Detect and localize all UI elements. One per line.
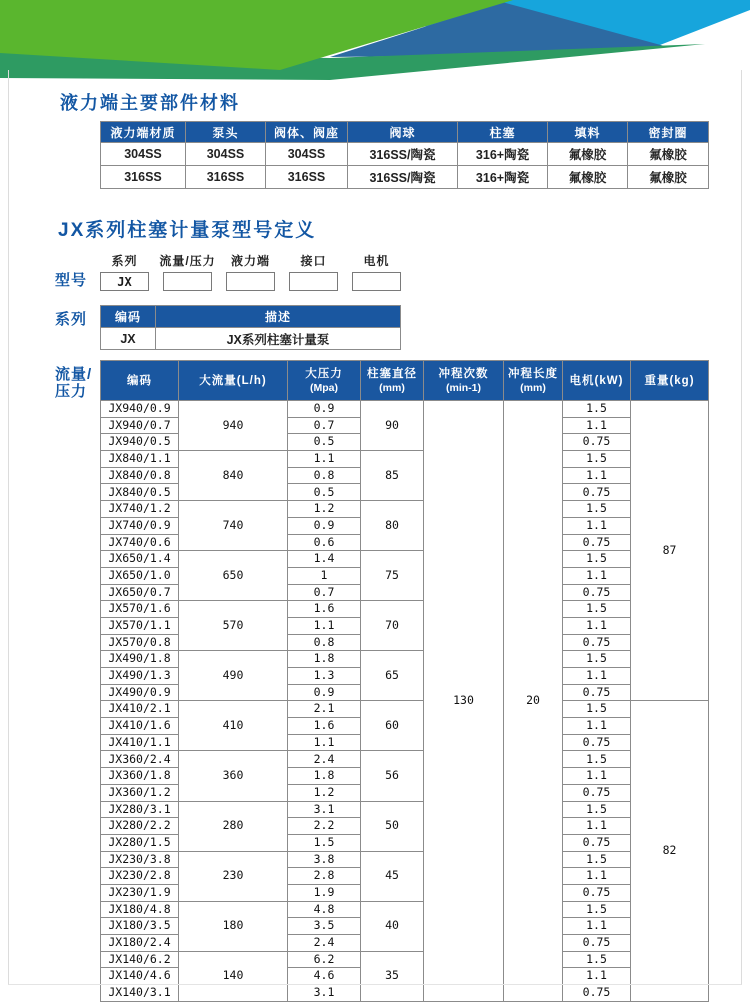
plunger-diameter-cell: 70	[361, 601, 424, 651]
flow-pressure-row	[55, 360, 750, 1002]
column-header: 填料	[548, 122, 628, 143]
model-field-label: 流量/压力	[159, 254, 216, 268]
pump-code-cell: JX490/0.9	[101, 684, 179, 701]
column-header: 重量(kg)	[631, 361, 709, 401]
motor-power-cell: 1.5	[563, 601, 631, 618]
max-flow-cell: 230	[179, 851, 288, 901]
max-pressure-cell: 4.6	[288, 968, 361, 985]
max-pressure-cell: 1.1	[288, 451, 361, 468]
table-cell: 氟橡胶	[548, 143, 628, 166]
column-header: 液力端材质	[101, 122, 186, 143]
pump-code-cell: JX840/0.8	[101, 467, 179, 484]
plunger-diameter-cell: 35	[361, 951, 424, 1001]
model-section-title: JX系列柱塞计量泵型号定义	[58, 220, 317, 241]
motor-power-cell: 0.75	[563, 534, 631, 551]
flow-pressure-label-line2: 压力	[55, 383, 88, 400]
column-header: 柱塞	[458, 122, 548, 143]
max-pressure-cell: 0.8	[288, 467, 361, 484]
pump-code-cell: JX230/1.9	[101, 884, 179, 901]
pump-code-cell: JX140/4.6	[101, 968, 179, 985]
table-row	[101, 651, 709, 668]
model-field	[159, 252, 216, 291]
pump-code-cell: JX840/1.1	[101, 451, 179, 468]
motor-power-cell: 1.5	[563, 801, 631, 818]
pump-code-cell: JX140/6.2	[101, 951, 179, 968]
motor-power-cell: 1.1	[563, 968, 631, 985]
max-pressure-cell: 0.6	[288, 534, 361, 551]
max-pressure-cell: 3.1	[288, 801, 361, 818]
motor-power-cell: 0.75	[563, 884, 631, 901]
motor-power-cell: 0.75	[563, 834, 631, 851]
plunger-diameter-cell: 80	[361, 501, 424, 551]
motor-power-cell: 1.5	[563, 551, 631, 568]
max-pressure-cell: 6.2	[288, 951, 361, 968]
weight-cell: 82	[631, 701, 709, 1001]
motor-power-cell: 0.75	[563, 634, 631, 651]
table-cell: JX系列柱塞计量泵	[156, 328, 401, 350]
max-flow-cell: 940	[179, 401, 288, 451]
model-code-row	[55, 252, 750, 291]
column-header: 编码	[101, 361, 179, 401]
pump-code-cell: JX180/3.5	[101, 918, 179, 935]
weight-cell: 87	[631, 401, 709, 701]
max-flow-cell: 180	[179, 901, 288, 951]
table-row	[101, 501, 709, 518]
pump-code-cell: JX570/1.1	[101, 617, 179, 634]
pump-code-cell: JX280/2.2	[101, 818, 179, 835]
pump-code-cell: JX650/1.0	[101, 567, 179, 584]
max-flow-cell: 740	[179, 501, 288, 551]
table-row	[101, 951, 709, 968]
max-pressure-cell: 1.6	[288, 718, 361, 735]
flow-pressure-table	[100, 360, 709, 1002]
pump-code-cell: JX360/1.2	[101, 784, 179, 801]
max-flow-cell: 280	[179, 801, 288, 851]
motor-power-cell: 0.75	[563, 985, 631, 1002]
table-cell: 氟橡胶	[548, 166, 628, 189]
column-header: 阀体、阀座	[266, 122, 348, 143]
model-fields	[100, 252, 401, 291]
motor-power-cell: 1.1	[563, 818, 631, 835]
table-row	[101, 401, 709, 418]
motor-power-cell: 1.5	[563, 851, 631, 868]
max-pressure-cell: 1.5	[288, 834, 361, 851]
motor-power-cell: 1.1	[563, 617, 631, 634]
plunger-diameter-cell: 50	[361, 801, 424, 851]
motor-power-cell: 0.75	[563, 484, 631, 501]
motor-power-cell: 1.5	[563, 651, 631, 668]
table-cell: 氟橡胶	[628, 143, 709, 166]
model-label: 型号	[55, 272, 88, 289]
table-row	[101, 851, 709, 868]
table-row	[101, 328, 401, 350]
model-field	[352, 252, 401, 291]
max-pressure-cell: 1	[288, 567, 361, 584]
table-cell: 316SS/陶瓷	[348, 143, 458, 166]
table-cell: 316SS/陶瓷	[348, 166, 458, 189]
motor-power-cell: 0.75	[563, 784, 631, 801]
motor-power-cell: 1.1	[563, 868, 631, 885]
table-row	[101, 901, 709, 918]
pump-code-cell: JX180/2.4	[101, 935, 179, 952]
motor-power-cell: 1.1	[563, 918, 631, 935]
pump-code-cell: JX840/0.5	[101, 484, 179, 501]
motor-power-cell: 1.5	[563, 451, 631, 468]
motor-power-cell: 1.5	[563, 401, 631, 418]
column-header: 编码	[101, 306, 156, 328]
pump-code-cell: JX490/1.8	[101, 651, 179, 668]
table-cell: JX	[101, 328, 156, 350]
table-cell: 316SS	[101, 166, 186, 189]
max-pressure-cell: 1.8	[288, 768, 361, 785]
table-cell: 316+陶瓷	[458, 166, 548, 189]
motor-power-cell: 1.1	[563, 567, 631, 584]
pump-code-cell: JX230/2.8	[101, 868, 179, 885]
pump-code-cell: JX280/3.1	[101, 801, 179, 818]
column-header: 柱塞直径 (mm)	[361, 361, 424, 401]
max-pressure-cell: 3.1	[288, 985, 361, 1002]
table-cell: 316SS	[266, 166, 348, 189]
max-pressure-cell: 0.9	[288, 401, 361, 418]
motor-power-cell: 1.1	[563, 718, 631, 735]
motor-power-cell: 0.75	[563, 684, 631, 701]
series-table	[100, 305, 401, 350]
motor-power-cell: 1.1	[563, 467, 631, 484]
flow-pressure-label	[55, 360, 100, 400]
max-pressure-cell: 2.4	[288, 935, 361, 952]
table-header-row	[101, 361, 709, 401]
motor-power-cell: 1.1	[563, 768, 631, 785]
max-pressure-cell: 2.1	[288, 701, 361, 718]
model-field	[100, 252, 149, 291]
pump-code-cell: JX940/0.7	[101, 417, 179, 434]
max-flow-cell: 140	[179, 951, 288, 1001]
table-header-row	[101, 122, 709, 143]
pump-code-cell: JX230/3.8	[101, 851, 179, 868]
plunger-diameter-cell: 45	[361, 851, 424, 901]
stroke-length-cell: 20	[504, 401, 563, 1002]
model-field-label: 系列	[111, 254, 138, 268]
max-pressure-cell: 0.9	[288, 517, 361, 534]
max-pressure-cell: 1.4	[288, 551, 361, 568]
max-pressure-cell: 4.8	[288, 901, 361, 918]
pump-code-cell: JX140/3.1	[101, 985, 179, 1002]
series-row	[55, 305, 750, 350]
plunger-diameter-cell: 40	[361, 901, 424, 951]
plunger-diameter-cell: 90	[361, 401, 424, 451]
page-banner	[0, 0, 750, 80]
max-pressure-cell: 1.8	[288, 651, 361, 668]
max-pressure-cell: 0.5	[288, 484, 361, 501]
table-row	[101, 751, 709, 768]
model-field-box	[163, 272, 212, 291]
column-header: 大压力 (Mpa)	[288, 361, 361, 401]
max-pressure-cell: 3.8	[288, 851, 361, 868]
motor-power-cell: 0.75	[563, 434, 631, 451]
max-pressure-cell: 0.9	[288, 684, 361, 701]
model-field	[289, 252, 338, 291]
table-cell: 304SS	[101, 143, 186, 166]
stroke-rate-cell: 130	[424, 401, 504, 1002]
motor-power-cell: 1.5	[563, 701, 631, 718]
table-row	[101, 601, 709, 618]
max-flow-cell: 840	[179, 451, 288, 501]
pump-code-cell: JX740/0.9	[101, 517, 179, 534]
table-row	[101, 551, 709, 568]
table-cell: 304SS	[186, 143, 266, 166]
column-header: 阀球	[348, 122, 458, 143]
max-pressure-cell: 1.2	[288, 501, 361, 518]
model-field	[226, 252, 275, 291]
max-pressure-cell: 0.5	[288, 434, 361, 451]
model-field-box	[352, 272, 401, 291]
column-header: 冲程长度 (mm)	[504, 361, 563, 401]
max-flow-cell: 490	[179, 651, 288, 701]
column-header: 冲程次数 (min-1)	[424, 361, 504, 401]
max-pressure-cell: 0.8	[288, 634, 361, 651]
model-field-label: 电机	[363, 254, 390, 268]
plunger-diameter-cell: 60	[361, 701, 424, 751]
max-pressure-cell: 2.8	[288, 868, 361, 885]
pump-code-cell: JX650/1.4	[101, 551, 179, 568]
table-cell: 304SS	[266, 143, 348, 166]
table-cell: 316SS	[186, 166, 266, 189]
motor-power-cell: 0.75	[563, 734, 631, 751]
motor-power-cell: 1.1	[563, 668, 631, 685]
table-row	[101, 701, 709, 718]
table-row	[101, 166, 709, 189]
table-row	[101, 143, 709, 166]
table-cell: 316+陶瓷	[458, 143, 548, 166]
plunger-diameter-cell: 56	[361, 751, 424, 801]
model-field-label: 液力端	[230, 254, 270, 268]
motor-power-cell: 1.1	[563, 417, 631, 434]
column-header: 密封圈	[628, 122, 709, 143]
motor-power-cell: 1.5	[563, 501, 631, 518]
max-pressure-cell: 1.1	[288, 617, 361, 634]
plunger-diameter-cell: 85	[361, 451, 424, 501]
pump-code-cell: JX180/4.8	[101, 901, 179, 918]
max-pressure-cell: 2.4	[288, 751, 361, 768]
table-row	[101, 451, 709, 468]
model-field-box: JX	[100, 272, 149, 291]
max-pressure-cell: 0.7	[288, 584, 361, 601]
plunger-diameter-cell: 75	[361, 551, 424, 601]
model-field-box	[289, 272, 338, 291]
column-header: 描述	[156, 306, 401, 328]
motor-power-cell: 1.5	[563, 751, 631, 768]
pump-code-cell: JX570/1.6	[101, 601, 179, 618]
max-flow-cell: 570	[179, 601, 288, 651]
pump-code-cell: JX940/0.5	[101, 434, 179, 451]
max-pressure-cell: 3.5	[288, 918, 361, 935]
max-flow-cell: 410	[179, 701, 288, 751]
motor-power-cell: 1.1	[563, 517, 631, 534]
series-label: 系列	[55, 311, 88, 328]
pump-code-cell: JX410/2.1	[101, 701, 179, 718]
pump-code-cell: JX360/2.4	[101, 751, 179, 768]
max-pressure-cell: 1.3	[288, 668, 361, 685]
pump-code-cell: JX740/0.6	[101, 534, 179, 551]
column-header: 电机(kW)	[563, 361, 631, 401]
max-flow-cell: 650	[179, 551, 288, 601]
column-header: 大流量(L/h)	[179, 361, 288, 401]
plunger-diameter-cell: 65	[361, 651, 424, 701]
pump-code-cell: JX570/0.8	[101, 634, 179, 651]
table-header-row	[101, 306, 401, 328]
pump-code-cell: JX360/1.8	[101, 768, 179, 785]
max-pressure-cell: 1.1	[288, 734, 361, 751]
materials-table	[100, 121, 709, 189]
flow-pressure-label-line1: 流量/	[55, 366, 93, 383]
max-pressure-cell: 0.7	[288, 417, 361, 434]
motor-power-cell: 0.75	[563, 935, 631, 952]
pump-code-cell: JX940/0.9	[101, 401, 179, 418]
motor-power-cell: 0.75	[563, 584, 631, 601]
table-row	[101, 801, 709, 818]
pump-code-cell: JX280/1.5	[101, 834, 179, 851]
max-pressure-cell: 1.2	[288, 784, 361, 801]
max-flow-cell: 360	[179, 751, 288, 801]
table-cell: 氟橡胶	[628, 166, 709, 189]
materials-section-title: 液力端主要部件材料	[60, 93, 240, 113]
column-header: 泵头	[186, 122, 266, 143]
max-pressure-cell: 2.2	[288, 818, 361, 835]
pump-code-cell: JX410/1.6	[101, 718, 179, 735]
pump-code-cell: JX490/1.3	[101, 668, 179, 685]
pump-code-cell: JX650/0.7	[101, 584, 179, 601]
pump-code-cell: JX410/1.1	[101, 734, 179, 751]
model-field-label: 接口	[300, 254, 327, 268]
max-pressure-cell: 1.9	[288, 884, 361, 901]
pump-code-cell: JX740/1.2	[101, 501, 179, 518]
max-pressure-cell: 1.6	[288, 601, 361, 618]
model-field-box	[226, 272, 275, 291]
motor-power-cell: 1.5	[563, 901, 631, 918]
motor-power-cell: 1.5	[563, 951, 631, 968]
